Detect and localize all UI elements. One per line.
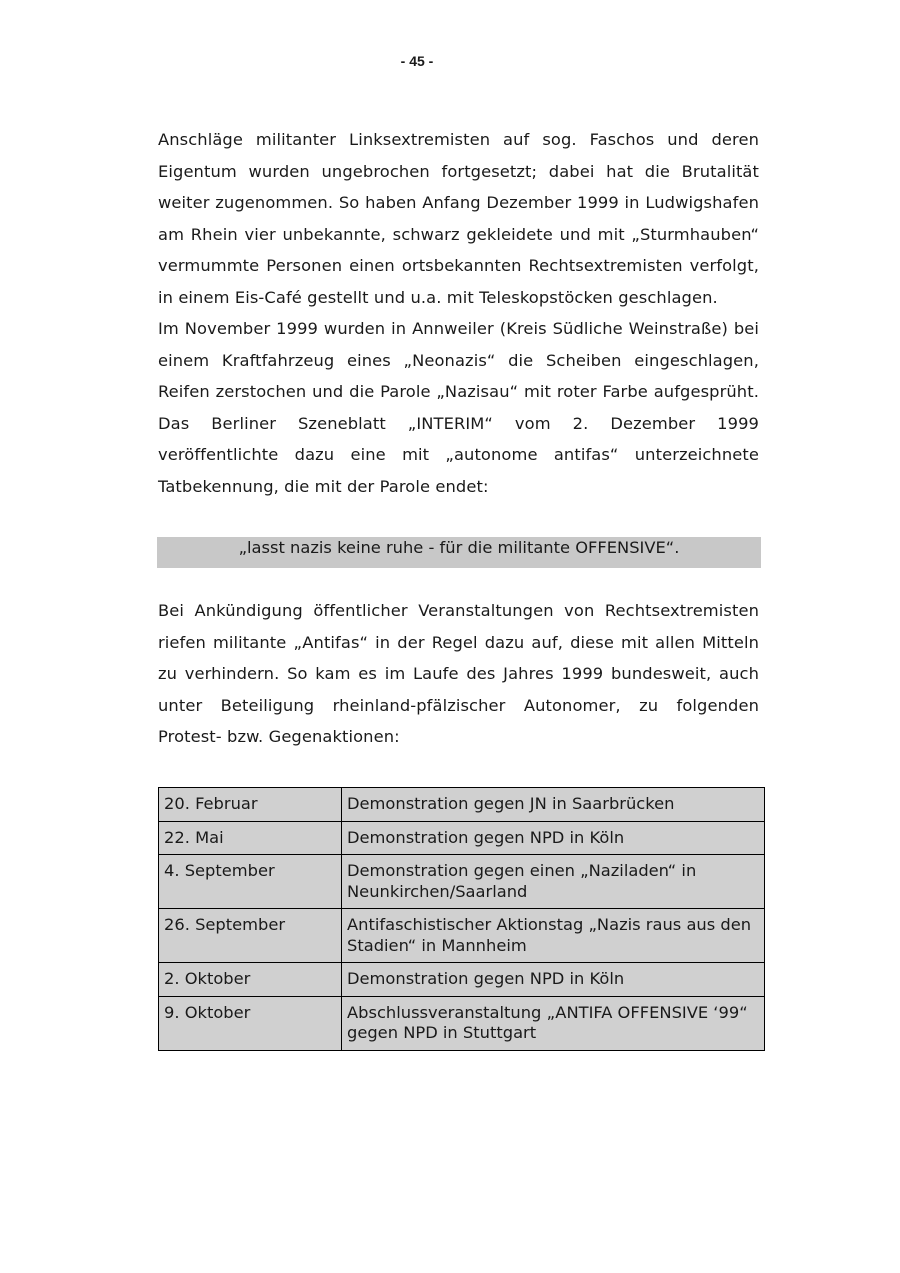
- slogan-quote-box: [157, 537, 761, 568]
- event-description: Antifaschistischer Aktionstag „Nazis raus aus den Stadien“ in Mannheim: [342, 909, 765, 963]
- paragraph-attacks: Anschläge militanter Linksextremisten auf sog. Faschos und deren Eigentum wurden ungebrochen fortgesetzt; dabei hat die Brutalität weiter zugenommen. So haben Anfang Dezember 1999 in Ludwigshafen am Rhein vier unbekannte, schwarz gekleidete und mit „Sturmhauben“ vermummte Personen einen ortsbekannten Rechtsextremisten verfolgt, in einem Eis-Café gestellt und u.a. mit Teleskopstöcken geschlagen.: [158, 130, 759, 307]
- event-description: Abschlussveranstaltung „ANTIFA OFFENSIVE ‘99“ gegen NPD in Stuttgart: [342, 996, 765, 1050]
- paragraph-protests: Bei Ankündigung öffentlicher Veranstaltungen von Rechtsextremisten riefen militante „Antifas“ in der Regel dazu auf, diese mit allen Mitteln zu verhindern. So kam es im Laufe des Jahres 1999 bundesweit, auch unter Beteiligung rheinland-pfälzischer Autonomer, zu folgenden Protest- bzw. Gegenaktionen:: [158, 601, 759, 746]
- paragraph-annweiler: Im November 1999 wurden in Annweiler (Kreis Südliche Weinstraße) bei einem Kraftfahrzeug eines „Neonazis“ die Scheiben eingeschlagen, Reifen zerstochen und die Parole „Nazisau“ mit roter Farbe aufgesprüht. Das Berliner Szeneblatt „INTERIM“ vom 2. Dezember 1999 veröffentlichte dazu eine mit „autonome antifas“ unterzeichnete Tatbekennung, die mit der Parole endet:: [158, 319, 759, 496]
- table-row: [159, 788, 765, 822]
- table-row: [159, 909, 765, 963]
- table-row: [159, 855, 765, 909]
- page-number: - 45 -: [400, 53, 434, 69]
- event-date: 2. Oktober: [159, 963, 342, 997]
- slogan-quote: „lasst nazis keine ruhe - für die militante OFFENSIVE“.: [238, 538, 680, 557]
- event-date: 9. Oktober: [159, 996, 342, 1050]
- event-date: 20. Februar: [159, 788, 342, 822]
- table-row: [159, 821, 765, 855]
- event-date: 4. September: [159, 855, 342, 909]
- event-description: Demonstration gegen NPD in Köln: [342, 963, 765, 997]
- event-date: 22. Mai: [159, 821, 342, 855]
- event-date: 26. September: [159, 909, 342, 963]
- table-row: [159, 996, 765, 1050]
- event-description: Demonstration gegen NPD in Köln: [342, 821, 765, 855]
- event-description: Demonstration gegen einen „Naziladen“ in Neunkirchen/Saarland: [342, 855, 765, 909]
- table-row: [159, 963, 765, 997]
- events-table: [158, 787, 765, 1051]
- event-description: Demonstration gegen JN in Saarbrücken: [342, 788, 765, 822]
